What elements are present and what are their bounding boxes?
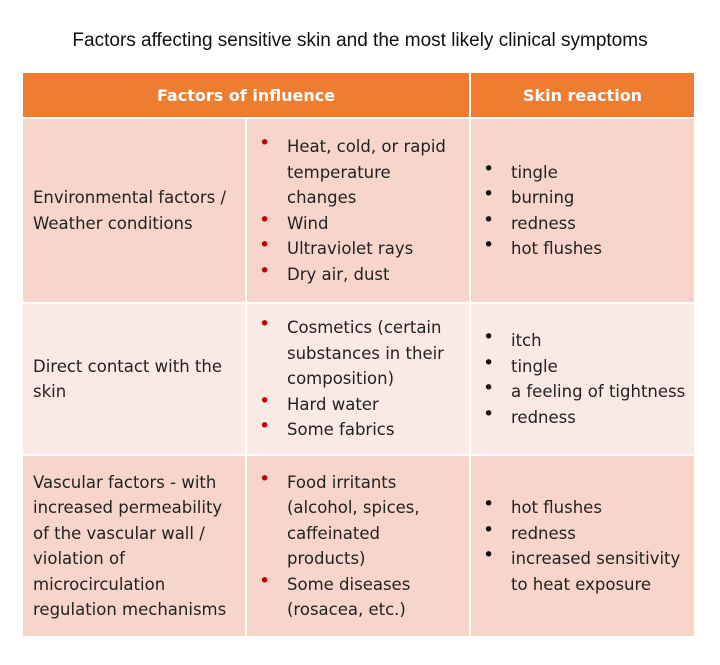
table-row [23,119,694,304]
list-item: • hot flushes [511,495,688,521]
factors-list [247,134,469,287]
reactions-cell [471,304,694,454]
header-reaction: Skin reaction [522,85,643,105]
list-item: • Food irritants (alcohol, spices, caffeinated products) [287,470,463,572]
reactions-cell [471,456,694,636]
symptoms-table [23,73,694,638]
list-item: • redness [511,211,602,237]
page-title: Factors affecting sensitive skin and the most likely clinical symptoms [72,30,648,51]
table-row [23,456,694,638]
row-label-cell [23,304,247,454]
reactions-list [471,160,608,262]
factors-cell [247,456,471,636]
table-header-row [23,73,694,119]
row-label-cell [23,456,247,636]
list-item: • hot flushes [511,236,602,262]
factors-cell [247,304,471,454]
list-item: • Some diseases (rosacea, etc.) [287,572,463,623]
list-item: • Ultraviolet rays [287,236,463,262]
row-label: Vascular factors - with increased permeability of the vascular wall / violation of microcirculation regulation mechanisms [33,472,227,619]
list-item: • Wind [287,211,463,237]
table-row [23,304,694,456]
row-label-cell [23,119,247,302]
reactions-list [471,495,694,597]
header-factors: Factors of influence [23,73,471,117]
reactions-cell [471,119,694,302]
list-item: • Some fabrics [287,417,463,443]
list-item: • Cosmetics (certain substances in their composition) [287,315,463,392]
reactions-list [471,328,691,430]
factors-list [247,315,469,443]
list-item: • Dry air, dust [287,262,463,288]
list-item: • tingle [511,160,602,186]
row-label: Environmental factors / Weather conditions [33,188,227,233]
list-item: • increased sensitivity to heat exposure [511,546,688,597]
list-item: • a feeling of tightness [511,379,685,405]
list-item: • itch [511,328,685,354]
list-item: • redness [511,405,685,431]
list-item: • Hard water [287,392,463,418]
row-label: Direct contact with the skin [33,356,222,401]
list-item: • burning [511,185,602,211]
list-item: • Heat, cold, or rapid temperature changes [287,134,463,211]
list-item: • tingle [511,354,685,380]
factors-list [247,470,469,623]
list-item: • redness [511,521,688,547]
factors-cell [247,119,471,302]
